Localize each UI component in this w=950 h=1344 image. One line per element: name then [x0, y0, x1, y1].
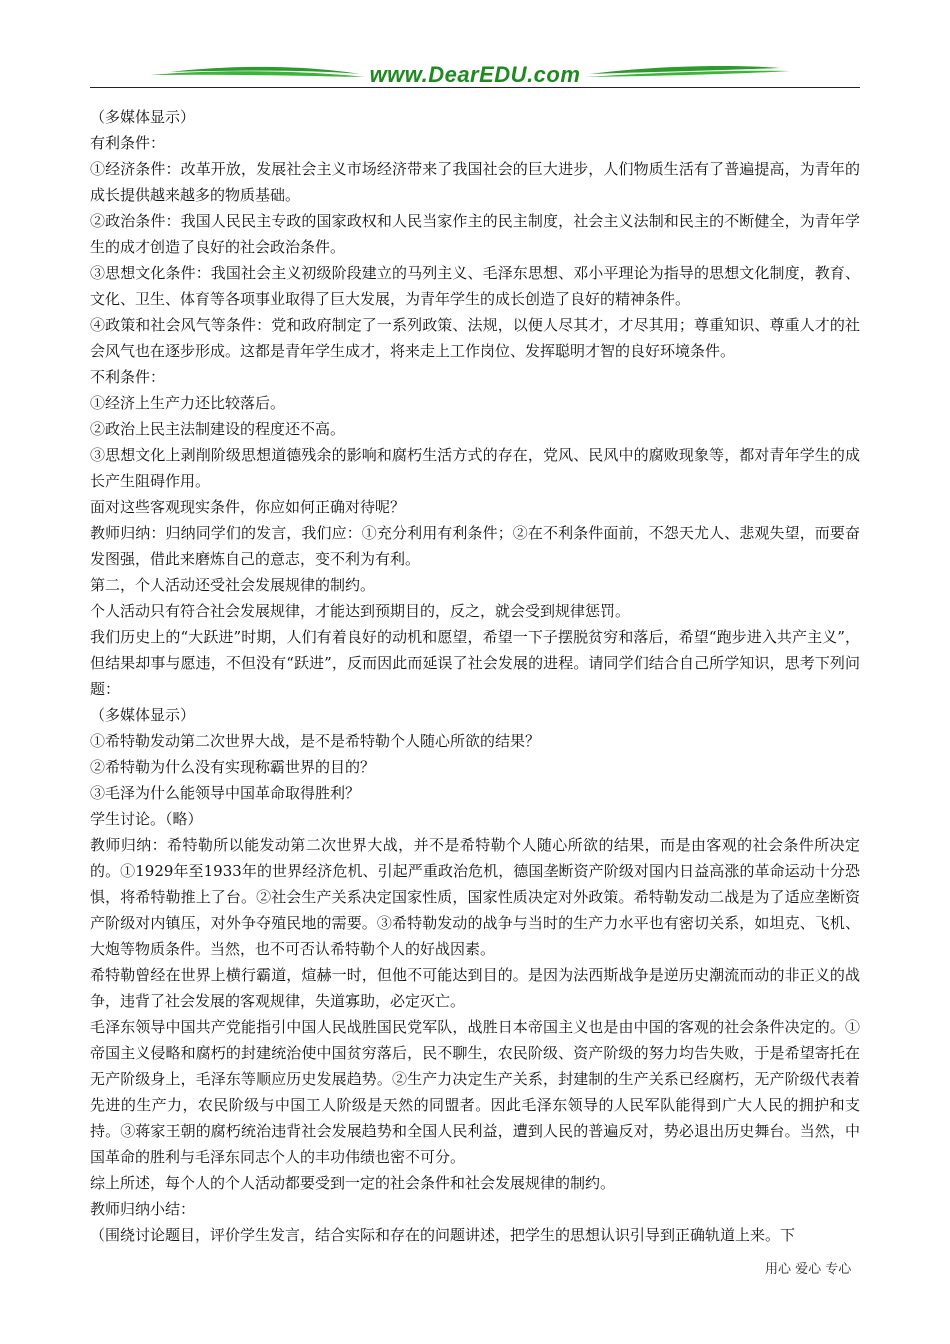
- paragraph: 我们历史上的“大跃进”时期，人们有着良好的动机和愿望，希望一下子摆脱贫穷和落后，希望“跑步进入共产主义”，但结果却事与愿违，不但没有“跃进”，反而因此而延误了社会发展的进程。请同学们结合自己所学知识，思考下列问题：: [90, 628, 860, 698]
- paragraph: 不利条件：: [90, 368, 166, 386]
- paragraph: ③思想文化条件：我国社会主义初级阶段建立的马列主义、毛泽东思想、邓小平理论为指导的思想文化制度，教育、文化、卫生、体育等各项事业取得了巨大发展，为青年学生的成长创造了良好的精神条件。: [90, 264, 860, 308]
- paragraph: ④政策和社会风气等条件：党和政府制定了一系列政策、法规，以便人尽其才，才尽其用；尊重知识、尊重人才的社会风气也在逐步形成。这都是青年学生成才，将来走上工作岗位、发挥聪明才智的良好环境条件。: [90, 316, 860, 360]
- site-logo: www.DearEDU.com: [369, 62, 581, 87]
- paragraph: ①经济条件：改革开放，发展社会主义市场经济带来了我国社会的巨大进步，人们物质生活有了普遍提高，为青年的成长提供越来越多的物质基础。: [90, 160, 860, 204]
- paragraph: 毛泽东领导中国共产党能指引中国人民战胜国民党军队，战胜日本帝国主义也是由中国的客观的社会条件决定的。①帝国主义侵略和腐朽的封建统治使中国贫穷落后，民不聊生，农民阶级、资产阶级的努力均告失败，于是希望寄托在无产阶级身上，毛泽东等顺应历史发展趋势。②生产力决定生产关系，封建制的生产关系已经腐朽，无产阶级代表着先进的生产力，农民阶级与中国工人阶级是天然的同盟者。因此毛泽东领导的人民军队能得到广大人民的拥护和支持。③蒋家王朝的腐朽统治违背社会发展趋势和全国人民利益，遭到人民的普遍反对，势必退出历史舞台。当然，中国革命的胜利与毛泽东同志个人的丰功伟绩也密不可分。: [90, 1018, 860, 1166]
- header-divider: [90, 87, 860, 88]
- paragraph: （多媒体显示）: [90, 706, 196, 724]
- paragraph: 希特勒曾经在世界上横行霸道，煊赫一时，但他不可能达到目的。是因为法西斯战争是逆历史潮流而动的非正义的战争，违背了社会发展的客观规律，失道寡助，必定灭亡。: [90, 966, 860, 1010]
- paragraph: ①经济上生产力还比较落后。: [90, 394, 286, 412]
- paragraph: ②政治条件：我国人民民主专政的国家政权和人民当家作主的民主制度，社会主义法制和民主的不断健全，为青年学生的成才创造了良好的社会政治条件。: [90, 212, 860, 256]
- paragraph: ②政治上民主法制建设的程度还不高。: [90, 420, 346, 438]
- paragraph: 学生讨论。（略）: [90, 810, 203, 828]
- footer-text: 用心 爱心 专心: [765, 1262, 852, 1277]
- paragraph: （多媒体显示）: [90, 108, 196, 126]
- paragraph: 教师归纳小结：: [90, 1200, 196, 1218]
- document-body: [90, 104, 860, 1248]
- paragraph: 教师归纳：希特勒所以能发动第二次世界大战，并不是希特勒个人随心所欲的结果，而是由客观的社会条件所决定的。①1929年至1933年的世界经济危机、引起严重政治危机，德国垄断资产阶级对国内日益高涨的革命运动十分恐惧，将希特勒推上了台。②社会生产关系决定国家性质，国家性质决定对外政策。希特勒发动二战是为了适应垄断资产阶级对内镇压，对外争夺殖民地的需要。③希特勒发动的战争与当时的生产力水平也有密切关系，如坦克、飞机、大炮等物质条件。当然，也不可否认希特勒个人的好战因素。: [90, 836, 860, 958]
- paragraph: ③毛泽为什么能领导中国革命取得胜利？: [90, 784, 361, 802]
- paragraph: 有利条件：: [90, 134, 166, 152]
- paragraph: （围绕讨论题目，评价学生发言，结合实际和存在的问题讲述，把学生的思想认识引导到正确轨道上来。下: [90, 1226, 796, 1244]
- paragraph: 教师归纳：归纳同学们的发言，我们应：①充分利用有利条件；②在不利条件面前，不怨天尤人、悲观失望，而要奋发图强，借此来磨炼自己的意志，变不利为有利。: [90, 524, 860, 568]
- page-header: [90, 58, 860, 92]
- paragraph: ③思想文化上剥削阶级思想道德残余的影响和腐朽生活方式的存在，党风、民风中的腐败现象等，都对青年学生的成长产生阻碍作用。: [90, 446, 860, 490]
- paragraph: 第二，个人活动还受社会发展规律的制约。: [90, 576, 376, 594]
- paragraph: ①希特勒发动第二次世界大战，是不是希特勒个人随心所欲的结果？: [90, 732, 541, 750]
- paragraph: 综上所述，每个人的个人活动都要受到一定的社会条件和社会发展规律的制约。: [90, 1174, 616, 1192]
- paragraph: 面对这些客观现实条件，你应如何正确对待呢？: [90, 498, 406, 516]
- paragraph: ②希特勒为什么没有实现称霸世界的目的？: [90, 758, 376, 776]
- paragraph: 个人活动只有符合社会发展规律，才能达到预期目的，反之，就会受到规律惩罚。: [90, 602, 631, 620]
